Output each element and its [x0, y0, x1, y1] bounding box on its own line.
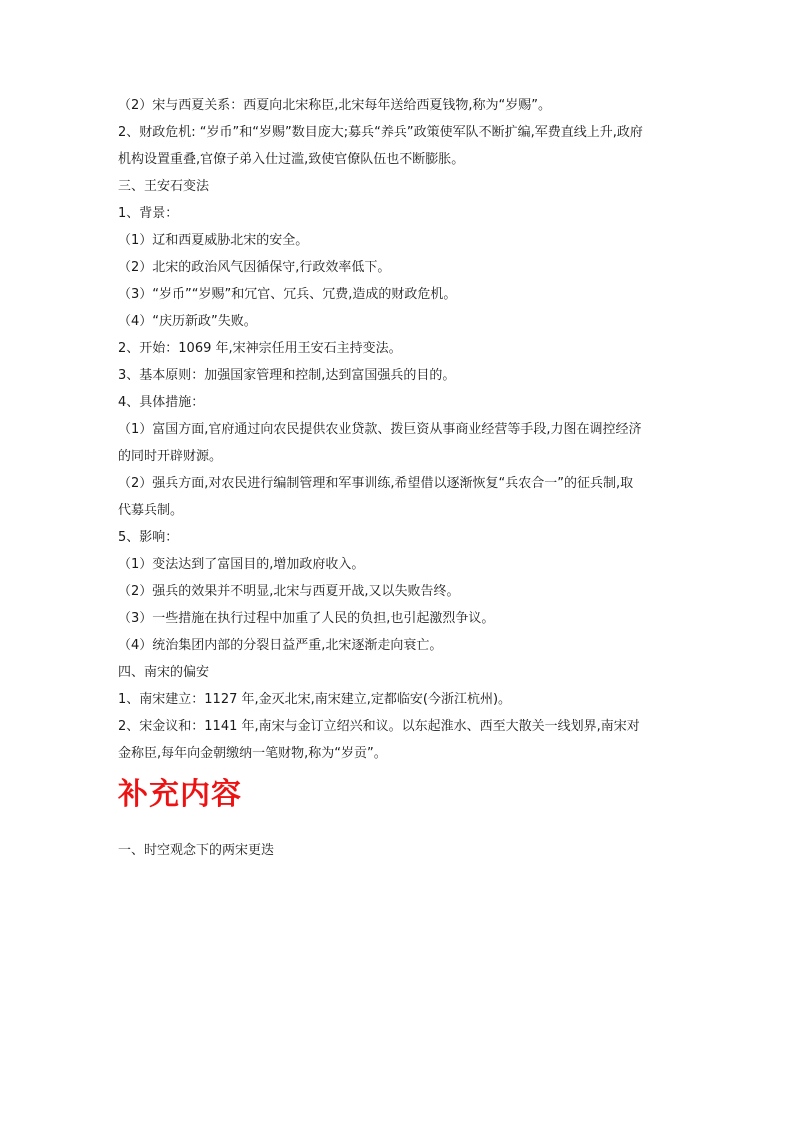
paragraph-line: （4）统治集团内部的分裂日益严重,北宋逐渐走向衰亡。	[118, 638, 443, 653]
section-heading: 三、王安石变法	[118, 179, 210, 194]
paragraph-line: （3）一些措施在执行过程中加重了人民的负担,也引起激烈争议。	[118, 611, 495, 626]
paragraph-line: （4）“庆历新政”失败。	[118, 314, 257, 329]
section-heading: 一、时空观念下的两宋更迭	[118, 843, 275, 858]
paragraph-line: 2、财政危机: “岁币”和“岁赐”数目庞大;募兵“养兵”政策使军队不断扩编,军费直线上升,政府	[118, 125, 643, 140]
paragraph-line: （2）强兵的效果并不明显,北宋与西夏开战,又以失败告终。	[118, 584, 460, 599]
paragraph-line: （3）“岁币”“岁赐”和冗官、冗兵、冗费,造成的财政危机。	[118, 287, 457, 302]
paragraph-line: 4、具体措施：	[118, 395, 205, 410]
section-heading: 四、南宋的偏安	[118, 665, 210, 680]
paragraph-line: （1）变法达到了富国目的,增加政府收入。	[118, 557, 365, 572]
paragraph-line: 1、背景：	[118, 206, 179, 221]
paragraph-line: （2）宋与西夏关系：西夏向北宋称臣,北宋每年送给西夏钱物,称为“岁赐”。	[118, 98, 552, 113]
paragraph-line: （2）强兵方面,对农民进行编制管理和军事训练,希望借以逐渐恢复“兵农合一”的征兵制,取	[118, 476, 634, 491]
document-body	[118, 92, 678, 864]
paragraph-line: 代募兵制。	[118, 503, 184, 518]
paragraph-line: 金称臣,每年向金朝缴纳一笔财物,称为“岁贡”。	[118, 746, 387, 761]
paragraph-line: （1）富国方面,官府通过向农民提供农业贷款、拨巨资从事商业经营等手段,力图在调控经济	[118, 422, 642, 437]
paragraph-line: 1、南宋建立：1127 年,金灭北宋,南宋建立,定都临安(今浙江杭州)。	[118, 692, 512, 707]
paragraph-line: 2、开始：1069 年,宋神宗任用王安石主持变法。	[118, 341, 402, 356]
paragraph-line: （2）北宋的政治风气因循保守,行政效率低下。	[118, 260, 391, 275]
paragraph-line: 的同时开辟财源。	[118, 449, 223, 464]
supplement-title: 补充内容	[118, 777, 242, 812]
paragraph-line: 5、影响：	[118, 530, 179, 545]
paragraph-line: 机构设置重叠,官僚子弟入仕过滥,致使官僚队伍也不断膨胀。	[118, 152, 465, 167]
paragraph-line: 3、基本原则：加强国家管理和控制,达到富国强兵的目的。	[118, 368, 456, 383]
paragraph-line: （1）辽和西夏威胁北宋的安全。	[118, 233, 309, 248]
paragraph-line: 2、宋金议和：1141 年,南宋与金订立绍兴和议。以东起淮水、西至大散关一线划界,南宋对	[118, 719, 640, 734]
